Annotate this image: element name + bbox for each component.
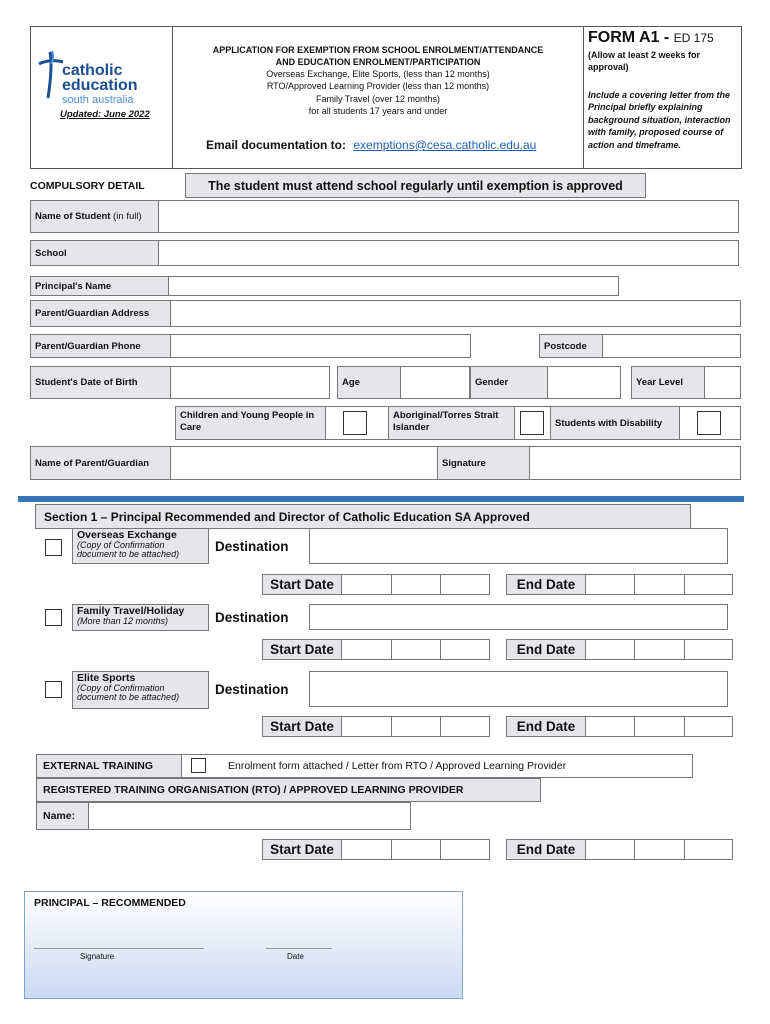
overseas-exchange-label [72, 528, 209, 564]
title-line: Family Travel (over 12 months) [315, 93, 441, 104]
section-divider [18, 496, 744, 502]
destination-label: Destination [215, 539, 289, 554]
start-year-input[interactable] [440, 839, 490, 860]
signature-label: Signature [437, 447, 530, 479]
age-label: Age [337, 366, 401, 399]
compulsory-banner: The student must attend school regularly until exemption is approved [185, 173, 646, 198]
start-day-input[interactable] [341, 639, 392, 660]
start-month-input[interactable] [391, 574, 441, 595]
logo-line-2: education [62, 77, 138, 94]
form-title: FORM A1 - [588, 29, 670, 46]
sports-destination-input[interactable] [309, 671, 728, 707]
in-care-checkbox[interactable] [343, 411, 367, 435]
principal-recommended-title: PRINCIPAL – RECOMMENDED [34, 897, 186, 909]
overseas-destination-input[interactable] [309, 528, 728, 564]
end-month-input[interactable] [634, 839, 685, 860]
age-input[interactable] [400, 366, 470, 399]
disability-label: Students with Disability [550, 407, 680, 439]
option-title: Elite Sports [77, 672, 136, 684]
option-note: (Copy of Confirmation document to be attached) [77, 540, 180, 560]
end-year-input[interactable] [684, 716, 733, 737]
postcode-label: Postcode [539, 334, 603, 358]
phone-label: Parent/Guardian Phone [31, 335, 171, 357]
principal-label: Principal's Name [31, 277, 169, 295]
family-travel-checkbox[interactable] [45, 609, 62, 626]
aboriginal-checkbox[interactable] [520, 411, 544, 435]
title-line: RTO/Approved Learning Provider (less than 12 months) [266, 81, 490, 92]
end-month-input[interactable] [634, 574, 685, 595]
end-year-input[interactable] [684, 639, 733, 660]
elite-sports-label [72, 671, 209, 709]
principal-signature-line[interactable] [34, 948, 204, 949]
external-training-checkbox[interactable] [191, 758, 206, 773]
covering-note: Include a covering letter from the Principal briefly explaining background situation, interaction with family, proposed course of action and timeframe. [588, 90, 731, 150]
start-year-input[interactable] [440, 716, 490, 737]
student-name-label [31, 201, 159, 232]
postcode-input[interactable] [602, 334, 741, 358]
updated-date: Updated: June 2022 [60, 109, 150, 120]
option-note: (More than 12 months) [77, 616, 169, 627]
family-destination-input[interactable] [309, 604, 728, 630]
rto-label: REGISTERED TRAINING ORGANISATION (RTO) / APPROVED LEARNING PROVIDER [36, 778, 541, 802]
end-date-label: End Date [506, 716, 586, 737]
gender-input[interactable] [547, 366, 621, 399]
email-link[interactable]: exemptions@cesa.catholic.edu.au [353, 138, 537, 152]
end-date-label: End Date [506, 639, 586, 660]
parent-name-input[interactable] [172, 447, 437, 479]
start-date-label: Start Date [262, 639, 342, 660]
start-day-input[interactable] [341, 839, 392, 860]
end-date-label: End Date [506, 574, 586, 595]
dob-input[interactable] [172, 367, 329, 398]
parent-name-label: Name of Parent/Guardian [31, 447, 171, 479]
header-divider-1 [172, 26, 173, 169]
allow-note: (Allow at least 2 weeks for approval) [588, 50, 701, 73]
principal-signature-caption: Signature [80, 952, 115, 961]
start-year-input[interactable] [440, 574, 490, 595]
logo-line-1: catholic [62, 62, 123, 79]
title-line: for all students 17 years and under [308, 105, 448, 116]
phone-input[interactable] [172, 335, 469, 357]
end-year-input[interactable] [684, 574, 733, 595]
end-month-input[interactable] [634, 716, 685, 737]
section1-title: Section 1 – Principal Recommended and Director of Catholic Education SA Approved [35, 504, 691, 529]
principal-input[interactable] [170, 277, 617, 295]
header-divider-2 [583, 26, 584, 169]
school-input[interactable] [160, 242, 736, 264]
student-name-hint: (in full) [113, 211, 142, 222]
email-line [206, 138, 536, 152]
aboriginal-label: Aboriginal/Torres Strait Islander [388, 407, 515, 439]
email-label: Email documentation to: [206, 138, 347, 152]
option-title: Family Travel/Holiday [77, 605, 185, 617]
option-note: (Copy of Confirmation document to be attached) [77, 683, 180, 703]
year-level-input[interactable] [704, 366, 741, 399]
year-level-label: Year Level [631, 366, 705, 399]
start-month-input[interactable] [391, 639, 441, 660]
student-name-text: Name of Student [35, 211, 111, 222]
form-title-block [178, 44, 578, 117]
end-day-input[interactable] [585, 839, 635, 860]
family-travel-label [72, 604, 209, 631]
form-id [588, 29, 714, 47]
rto-name-label: Name: [37, 803, 89, 829]
student-name-input[interactable] [160, 202, 736, 231]
elite-sports-checkbox[interactable] [45, 681, 62, 698]
end-day-input[interactable] [585, 574, 635, 595]
cesa-logo [36, 48, 166, 108]
end-date-label: End Date [506, 839, 586, 860]
destination-label: Destination [215, 610, 289, 625]
end-day-input[interactable] [585, 639, 635, 660]
external-training-text: Enrolment form attached / Letter from RTO / Approved Learning Provider [228, 760, 567, 772]
in-care-label: Children and Young People in Care [176, 407, 326, 439]
logo-line-3: south australia [62, 94, 134, 106]
end-month-input[interactable] [634, 639, 685, 660]
principal-date-line[interactable] [266, 948, 332, 949]
gender-label: Gender [470, 366, 548, 399]
option-title: Overseas Exchange [77, 529, 177, 541]
parent-signature-input[interactable] [531, 447, 739, 479]
address-label: Parent/Guardian Address [31, 301, 171, 326]
title-line: Overseas Exchange, Elite Sports, (less than 12 months) [266, 69, 490, 80]
title-line: AND EDUCATION ENROLMENT/PARTICIPATION [275, 57, 481, 68]
dob-label: Student's Date of Birth [31, 367, 171, 398]
start-date-label: Start Date [262, 839, 342, 860]
external-training-label: EXTERNAL TRAINING [37, 755, 182, 777]
start-day-input[interactable] [341, 574, 392, 595]
end-day-input[interactable] [585, 716, 635, 737]
title-line: APPLICATION FOR EXEMPTION FROM SCHOOL ENROLMENT/ATTENDANCE [212, 45, 544, 55]
disability-checkbox[interactable] [697, 411, 721, 435]
start-month-input[interactable] [391, 716, 441, 737]
start-date-label: Start Date [262, 716, 342, 737]
compulsory-label: COMPULSORY DETAIL [30, 180, 145, 192]
start-day-input[interactable] [341, 716, 392, 737]
destination-label: Destination [215, 682, 289, 697]
start-date-label: Start Date [262, 574, 342, 595]
principal-date-caption: Date [287, 952, 304, 961]
overseas-exchange-checkbox[interactable] [45, 539, 62, 556]
school-label: School [31, 241, 159, 265]
end-year-input[interactable] [684, 839, 733, 860]
start-year-input[interactable] [440, 639, 490, 660]
address-input[interactable] [172, 301, 739, 326]
start-month-input[interactable] [391, 839, 441, 860]
form-code: ED 175 [673, 31, 714, 45]
rto-name-input[interactable] [90, 803, 409, 829]
